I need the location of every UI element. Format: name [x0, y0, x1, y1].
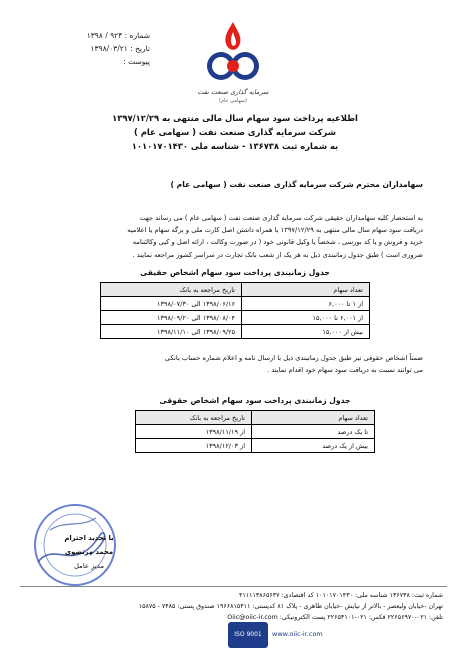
- footer-contact: تلفن: ۰۲۱-۲۲۶۵۶۹۷۰ فکس: ۰۲۱-۲۲۶۵۳۱۰۱ پست الکترونیکی: Oiic@oiic-ir.com: [227, 614, 443, 621]
- table-row: [136, 425, 375, 439]
- table-cell: تا یک درصد: [252, 425, 375, 439]
- footer-divider: [20, 586, 447, 587]
- footer-registration: شماره ثبت: ۱۳۶۷۳۸ شناسه ملی: ۱۰۱۰۱۷۰۱۴۳۰ کد اقتصادی: ۴۱۱۱۱۳۸۶۵۶۳۷: [238, 592, 443, 599]
- flame-rings-icon: [203, 20, 263, 90]
- individual-schedule-table: [100, 282, 370, 339]
- logo-caption: سرمایه گذاری صنعت نفت: [197, 88, 269, 96]
- signatory-role: مدیر عامل: [74, 562, 104, 570]
- table-header-row: [101, 283, 370, 297]
- letter-date: تاریخ : ۱۳۹۸/۰۳/۲۱: [90, 44, 150, 53]
- legal-schedule-table: [135, 410, 375, 453]
- certification-badge: [228, 622, 268, 648]
- company-stamp: [30, 500, 120, 590]
- footer-address: تهران -خیابان ولیعصر - بالاتر از نیایش -خیابان طاهری - پلاک ۸۱ کدپستی: ۱۹۶۶۸۱۵۴۱۱ صندوق پستی: ۷۴۸۵ - ۱۵۸۷۵: [138, 603, 443, 610]
- notice-title: اطلاعیه پرداخت سود سهام سال مالی منتهی به ۱۳۹۷/۱۲/۲۹: [112, 113, 358, 123]
- company-title: شرکت سرمایه گذاری صنعت نفت ( سهامی عام ): [134, 127, 336, 137]
- company-website[interactable]: www.oiic-ir.com: [272, 630, 323, 638]
- signatory-name: محمد مرتضوی: [64, 548, 114, 556]
- table-cell: ۱۳۹۸/۰۹/۲۵ الی ۱۳۹۸/۱۱/۱۰: [101, 325, 242, 339]
- note-line: ضمناً اشخاص حقوقی نیز طبق جدول زمانبندی ذیل با ارسال نامه و اعلام شماره حساب بانکی: [164, 354, 423, 362]
- table-cell: بیش از ۱۵,۰۰۰: [242, 325, 370, 339]
- logo-subcaption: (سهامی عام): [219, 98, 247, 104]
- table-header-row: [136, 411, 375, 425]
- table-header-cell: تاریخ مراجعه به بانک: [136, 411, 252, 425]
- table-row: [136, 439, 375, 453]
- table-header-cell: تاریخ مراجعه به بانک: [101, 283, 242, 297]
- registration-title: به شماره ثبت ۱۳۶۷۳۸ - شناسه ملی ۱۰۱۰۱۷۰۱۴۳۰: [131, 141, 339, 151]
- body-line: خرید و فروش و یا کد بورسی ، شخصاً یا وکیل قانونی خود ( در صورت وکالت ، ارائه اصل و کپی وکالتنامه: [132, 238, 423, 247]
- legal-entities-note: [43, 352, 423, 376]
- signature-closing: با تجدید احترام: [64, 534, 114, 542]
- table-cell: ۱۳۹۸/۰۸/۰۴ الی ۱۳۹۸/۰۹/۲۰: [101, 311, 242, 325]
- table-row: [101, 325, 370, 339]
- table-cell: بیش از یک درصد: [252, 439, 375, 453]
- salutation: سهامداران محترم شرکت سرمایه گذاری صنعت نفت ( سهامی عام ): [170, 180, 423, 189]
- body-paragraph: [43, 212, 423, 261]
- table-cell: ۱۳۹۸/۰۶/۱۶ الی ۱۳۹۸/۰۷/۳۰: [101, 297, 242, 311]
- table-header-cell: تعداد سهام: [252, 411, 375, 425]
- body-line: به استحضار کلیه سهامداران حقیقی شرکت سرمایه گذاری صنعت نفت ( سهامی عام ) می رساند جهت: [139, 214, 423, 222]
- table-cell: از ۱۳۹۸/۱۱/۱۹: [136, 425, 252, 439]
- note-line: می توانند نسبت به دریافت سود سهام خود اقدام نمایند .: [266, 366, 423, 375]
- cert-badge-label: ISO 9001: [234, 631, 262, 638]
- table-header-cell: تعداد سهام: [242, 283, 370, 297]
- table-cell: از ۱ تا ۶,۰۰۰: [242, 297, 370, 311]
- table-row: [101, 311, 370, 325]
- table-row: [101, 297, 370, 311]
- body-line: دریافت سود سهام سال مالی منتهی به ۱۳۹۷/۱۲/۲۹ با همراه داشتن اصل کارت ملی و برگه سهام یا اعلامیه: [127, 226, 423, 235]
- table2-title: جدول زمانبندی پرداخت سود سهام اشخاص حقوقی: [159, 396, 351, 405]
- body-line: ضروری است ) طبق جدول زمانبندی ذیل به هر یک از شعب بانک تجارت در سراسر کشور مراجعه نمایند .: [132, 250, 423, 259]
- round-stamp-icon: [30, 500, 120, 590]
- table-cell: از ۱۳۹۸/۱۲/۰۳: [136, 439, 252, 453]
- letter-number: شماره : ۹۲۴ / ۱۳۹۸: [86, 31, 150, 40]
- company-logo: [203, 20, 263, 90]
- table-cell: از ۶,۰۰۱ تا ۱۵,۰۰۰: [242, 311, 370, 325]
- table1-title: جدول زمانبندی پرداخت سود سهام اشخاص حقیقی: [140, 268, 330, 277]
- letter-attachment: پیوست :: [123, 57, 150, 66]
